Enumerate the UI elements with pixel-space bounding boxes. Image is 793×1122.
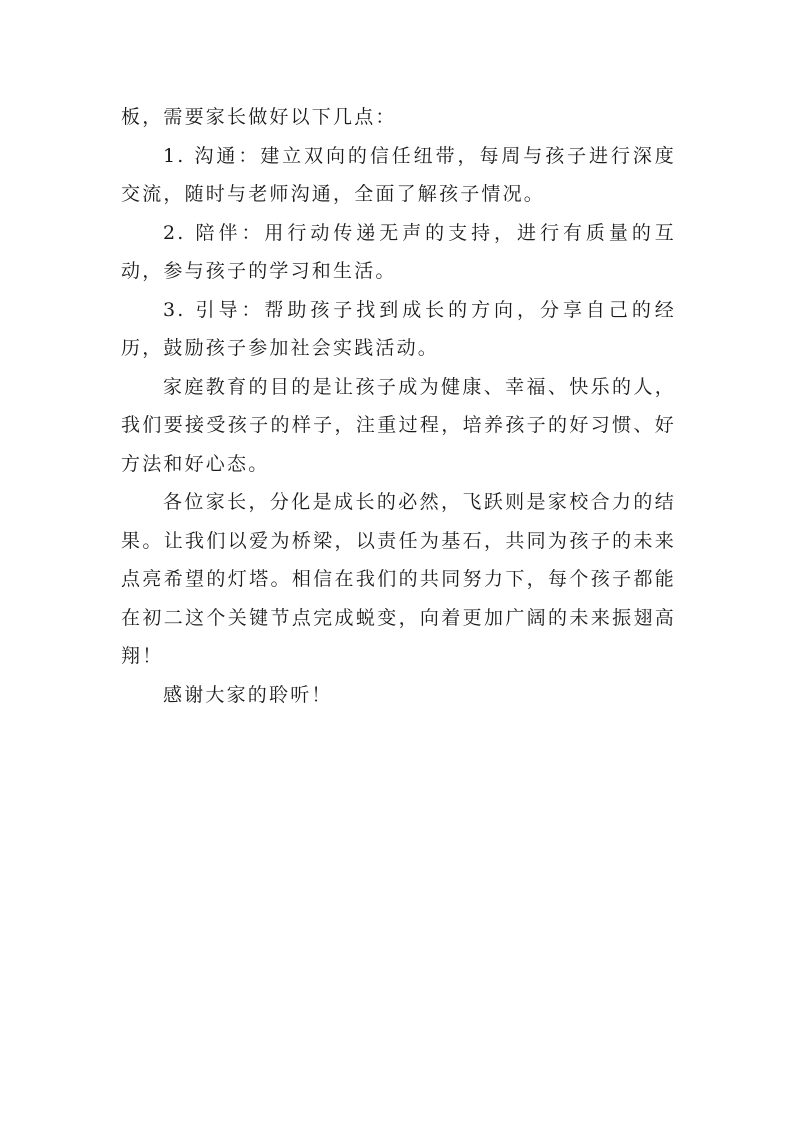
paragraph-closing: 各位家长，分化是成长的必然，飞跃则是家校合力的结果。让我们以爱为桥梁，以责任为基石，共同为孩子的未来点亮希望的灯塔。相信在我们的共同努力下，每个孩子都能在初二这个关键节点完成蜕变，向着更加广阔的未来振翅高翔！ [121,491,676,667]
paragraph-companionship: 2. 陪伴：用行动传递无声的支持，进行有质量的互动，参与孩子的学习和生活。 [121,221,676,282]
paragraph-family-education: 家庭教育的目的是让孩子成为健康、幸福、快乐的人，我们要接受孩子的样子，注重过程，培养孩子的好习惯、好方法和好心态。 [121,375,676,475]
paragraph-thanks: 感谢大家的聆听！ [163,683,333,706]
paragraph-continuation: 板，需要家长做好以下几点： [121,106,397,128]
paragraph-guidance: 3. 引导：帮助孩子找到成长的方向，分享自己的经历，鼓励孩子参加社会实践活动。 [121,298,676,359]
paragraph-communication: 1. 沟通：建立双向的信任纽带，每周与孩子进行深度交流，随时与老师沟通，全面了解孩子情况。 [121,144,676,205]
document-body [121,98,676,714]
